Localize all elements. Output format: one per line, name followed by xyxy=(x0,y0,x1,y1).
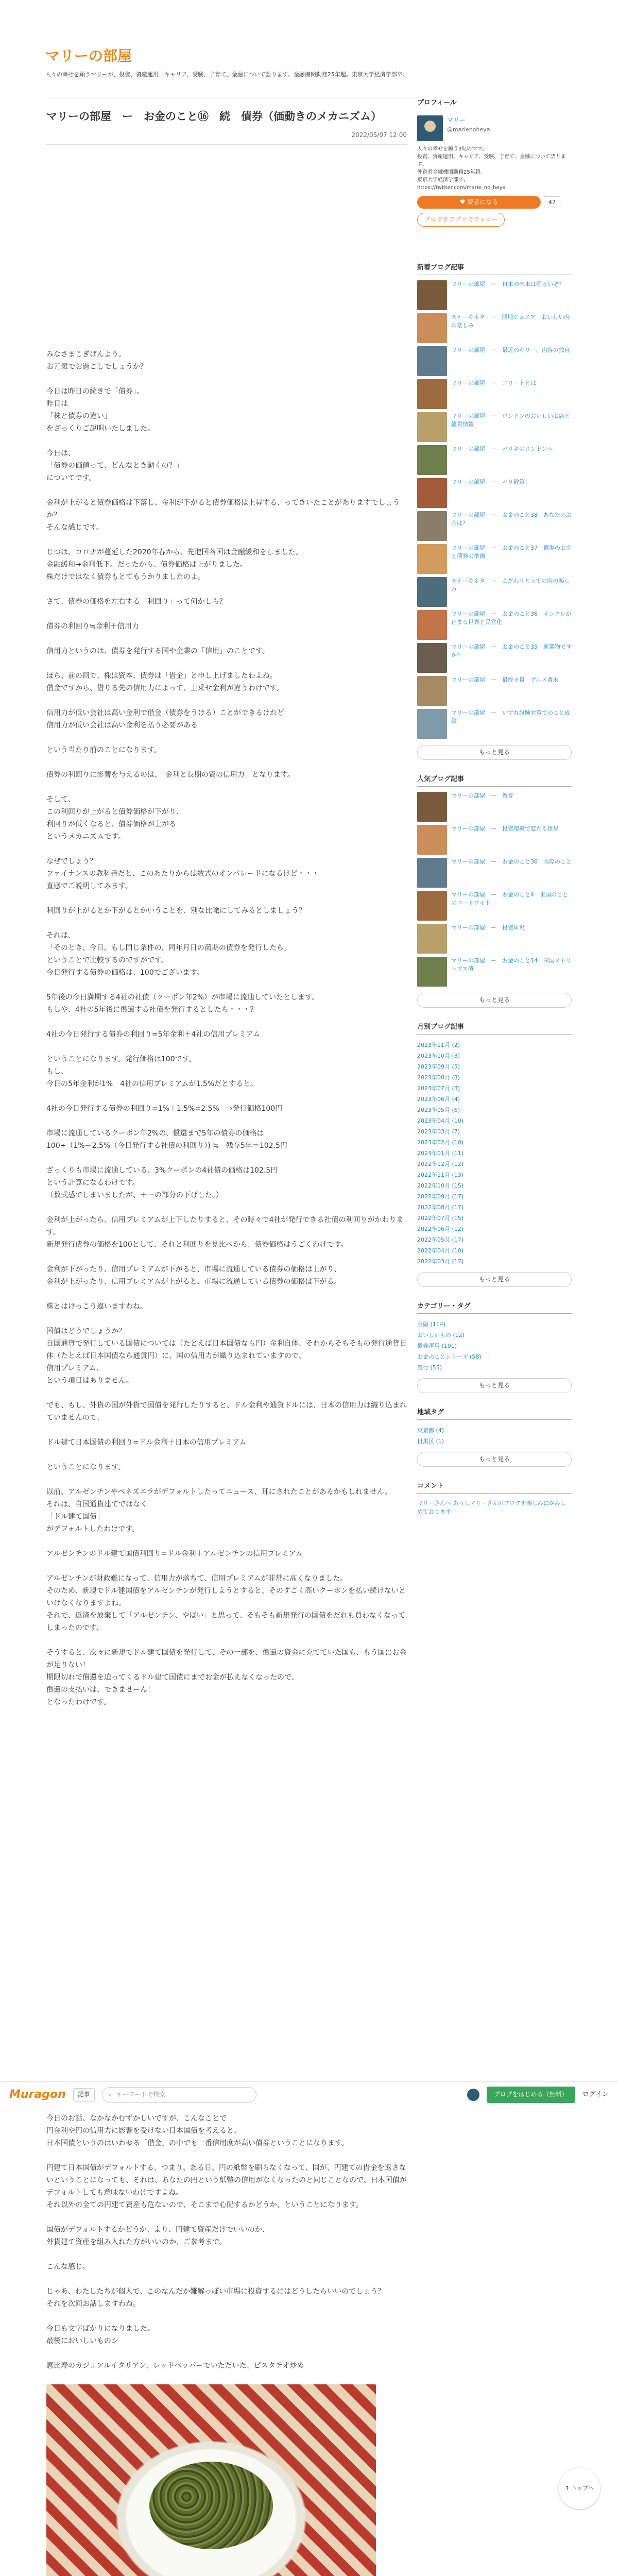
post-thumbnail xyxy=(417,346,447,376)
post-thumbnail xyxy=(417,280,447,310)
follow-count: 47 xyxy=(544,196,560,209)
post-thumbnail xyxy=(417,478,447,508)
profile-heading: プロフィール xyxy=(417,98,572,110)
archive-item[interactable]: 2023年01月 (11) xyxy=(417,1149,464,1157)
sidebar-post-title[interactable]: ステーキネタ ー こだわりとっての肉の楽しみ xyxy=(451,577,570,592)
post-paragraph: 4社の今日発行する債券の利回り=5年金利＋4社の信用プレミアム xyxy=(46,1030,260,1039)
post-paragraph: 今日も文字ばかりになりました。 最後においしいものシ xyxy=(46,2325,154,2345)
sidebar-post-item[interactable] xyxy=(417,610,572,641)
categories-section xyxy=(417,1301,572,1393)
post-thumbnail xyxy=(417,709,447,739)
post-paragraph: みなさまこぎげんよう。 お元気でお過ごしでしょうか？ xyxy=(46,350,147,371)
archive-item[interactable]: 2022年11月 (13) xyxy=(417,1171,464,1178)
archive-item[interactable]: 2023年04月 (10) xyxy=(417,1117,464,1124)
post-paragraph: 金利が下がったり、信用プレミアムが下がると、市場に流通している債券の価格は上がり、 金利が上がったり、信用プレミアムが上がると、市場に流通している債券の価格は下がる。 xyxy=(46,1265,341,1286)
archive-item[interactable]: 2023年09月 (5) xyxy=(417,1063,460,1070)
post-paragraph: ということになります。発行価格は100です。 もし、 今日の5年金利が1% 4社の信用プレミアムが1.5%だとすると。 xyxy=(46,1055,258,1088)
post-paragraph: アルゼンチンのドル建て国債利回り=ドル金利＋アルゼンチンの信用プレミアム xyxy=(46,1550,303,1558)
sidebar-post-title[interactable]: マリーの部屋 ー ロンドンのおいしいお店と雑貨情報 xyxy=(451,412,570,428)
sidebar-post-title[interactable]: マリーの部屋 ー エリートとは xyxy=(451,379,536,386)
sidebar-post-item[interactable] xyxy=(417,709,572,740)
sidebar-post-item[interactable] xyxy=(417,346,572,377)
sidebar-post-item[interactable] xyxy=(417,676,572,707)
archive-section xyxy=(417,1022,572,1287)
post-thumbnail xyxy=(417,924,447,954)
popular-section xyxy=(417,774,572,1008)
archive-item[interactable]: 2023年08月 (3) xyxy=(417,1074,460,1081)
post-paragraph: さて、債券の価格を左右する「利回り」って何かしら？ xyxy=(46,598,227,606)
post-paragraph: 金利が上がったら、信用プレミアムが上下したりすると、その時々で4社が発行できる社債の利回りがかわります。 新規発行債券の価格を100として、それと利回りを見比べから、債券価格はうごくわけです。 xyxy=(46,1216,404,1249)
sidebar-post-item[interactable] xyxy=(417,280,572,311)
post-paragraph: じつは、コロナが蔓延した2020年春から、先進国各国は金融緩和をしました。 金融緩和→金利低下。だったから、債券価格は上がりました。 株だけではなく債券もとてもうかりましたのよ。 xyxy=(46,548,303,581)
sidebar-post-title[interactable]: マリーの部屋 ー 最近のギリー、内容の独自 xyxy=(451,346,570,353)
login-link[interactable]: ログイン xyxy=(582,2090,609,2098)
search-placeholder: キーワードで検索 xyxy=(116,2091,166,2098)
category-item[interactable]: お金のことシリーズ (58) xyxy=(417,1353,482,1360)
post-paragraph: 恵比寿のカジュアルイタリアン、レッドペッパーでいただいた、ピスタチオ炒め xyxy=(46,2362,304,2370)
sidebar-post-item[interactable] xyxy=(417,313,572,344)
post-paragraph: 以前、アルゼンチンやベネズエラがデフォルトしたってニュース、耳にされたことがあるかもしれません。 それは、自国通貨建てではなく 「ドル建て国債」 がデフォルトしたわけです。 xyxy=(46,1488,392,1533)
post-paragraph: 5年後の今日満期する4社の社債（クーポン年2%）が市場に流通していたとします。 もしや、4社の5年後に償還する社債を発行するとしたら・・・？ xyxy=(46,993,319,1014)
app-follow-button[interactable]: ブログをアプリでフォロー xyxy=(417,213,505,227)
post-thumbnail xyxy=(417,891,447,921)
avatar[interactable] xyxy=(417,115,443,141)
archive-item[interactable]: 2022年05月 (17) xyxy=(417,1236,464,1243)
sidebar-post-item[interactable] xyxy=(417,511,572,542)
post-paragraph: 市場に流通しているクーポン年2%の、償還まで5年の債券の価格は 100÷（1%ー2.5%（今日発行する社債の利回り）) ≒ 残存5年＝102.5円 xyxy=(46,1129,287,1150)
archive-item[interactable]: 2023年06月 (4) xyxy=(417,1095,460,1103)
post-paragraph: 信用力が低い会社は高い金利で借金（債券をうける）ことができるけれど 信用力が低い会社は高い金利を払う必要がある xyxy=(46,709,284,730)
search-scope-select[interactable]: 記事 xyxy=(73,2088,95,2101)
sidebar-post-title[interactable]: マリーの部屋 ー 投資環境で変わる世界 xyxy=(451,825,559,832)
sidebar-post-title[interactable]: マリーの部屋 ー バリキのロンドンへ xyxy=(451,445,553,452)
post-paragraph: 国債はどうでしょうか？ 自国通貨で発行している国債については（たとえば日本国債なら円）金利自体、それからそもそもの発行通貨自体（たとえば日本国債なら通貨円）に、国の信用力が織り込まれていますので、 信用プレミアム、 という項目はありません。 xyxy=(46,1327,407,1385)
archive-item[interactable]: 2022年07月 (15) xyxy=(417,1214,464,1222)
blog-title[interactable]: マリーの部屋 xyxy=(45,47,132,64)
post-thumbnail xyxy=(417,792,447,822)
post-thumbnail xyxy=(417,544,447,574)
popular-more-button[interactable]: もっと見る xyxy=(417,993,572,1008)
post-paragraph: それは、 「そのとき、今日、もし同じ条件の、同年月日の満期の債券を発行したら」 ということで比較するのですがです。 今日発行する債券の価格は、100でございます。 xyxy=(46,931,291,977)
sidebar-post-title[interactable]: マリーの部屋 ー お金のこと37 債券のお金と債券の準備 xyxy=(451,544,572,560)
content-wrapper xyxy=(41,98,587,2081)
archive-item[interactable]: 2022年03月 (17) xyxy=(417,1258,464,1265)
region-tag-item[interactable]: 東京都 (4) xyxy=(417,1427,444,1434)
post-header xyxy=(46,98,417,145)
region-tag-item[interactable]: 目黒区 (1) xyxy=(417,1437,444,1445)
post-paragraph: アルゼンチンが財政難になって、信用力が落ちて、信用プレミアムが非常に高くなりました。 そのため、新規でドル建国債をアルゼンチンが発行しようとすると、そのすごく高いクーポンを払い続けないといけなくなりますよね。 それで、返済を放棄して「アルゼンチン、やばい」と思って、そもそも新規発行の国債をだれも買わなくなってしまったのです。 xyxy=(46,1574,406,1632)
sidebar-post-item[interactable] xyxy=(417,957,572,988)
post-title: マリーの部屋 ー お金のこと⑯ 続 債券（価動きのメカニズム） xyxy=(46,110,382,123)
post-paragraph: ドル建て日本国債の利回り=ドル金利＋日本の信用プレミアム xyxy=(46,1438,247,1447)
archive-item[interactable]: 2022年08月 (17) xyxy=(417,1204,464,1211)
start-blog-button[interactable]: プロブをはじめる（無料） xyxy=(487,2087,575,2103)
new-posts-section xyxy=(417,263,572,760)
post-paragraph: 今日は昨日の続きで「債券」。 昨日は 「株と債券の違い」 をざっくりご説明いたしました。 xyxy=(46,387,154,433)
post-thumbnail xyxy=(417,676,447,706)
comments-heading: コメント xyxy=(417,1481,572,1494)
post-thumbnail xyxy=(417,313,447,343)
category-item[interactable]: おいしいもの (12) xyxy=(417,1331,465,1338)
archive-item[interactable]: 2022年12月 (12) xyxy=(417,1160,464,1167)
sidebar xyxy=(417,98,572,1517)
sidebar-post-item[interactable] xyxy=(417,891,572,922)
follow-button[interactable]: ♥ 読者になる xyxy=(417,196,541,209)
archive-more-button[interactable]: もっと見る xyxy=(417,1272,572,1287)
archive-item[interactable]: 2022年10月 (15) xyxy=(417,1182,464,1189)
sidebar-post-item[interactable] xyxy=(417,577,572,608)
archive-item[interactable]: 2023年10月 (3) xyxy=(417,1052,460,1059)
archive-item[interactable]: 2022年09月 (17) xyxy=(417,1193,464,1200)
category-item[interactable]: 旅行 (55) xyxy=(417,1364,442,1371)
post-paragraph: という当たり前のことになります。 xyxy=(46,746,161,754)
sidebar-post-title[interactable]: マリーの部屋 ー 教育 xyxy=(451,792,513,799)
popular-heading: 人気ブログ記事 xyxy=(417,774,572,787)
post-thumbnail xyxy=(417,858,447,888)
comment-text[interactable]: マリーさんへ あっしマリーさんのブログを楽しみにかみしめております xyxy=(417,1499,566,1516)
post-paragraph: なぜでしょう？ ファイナンスの教科書だと、このあたりからは数式のオンパレードになるけど・・・ 直感でご説明してみます。 xyxy=(46,857,319,890)
sidebar-post-title[interactable]: マリーの部屋 ー 最終々量 グルメ週末 xyxy=(451,676,559,683)
muragon-logo[interactable]: Muragon xyxy=(9,2088,66,2102)
category-item[interactable]: 債券運用 (101) xyxy=(417,1342,457,1349)
search-icon: ⌕ xyxy=(108,2091,112,2098)
post-thumbnail xyxy=(417,577,447,607)
sidebar-post-item[interactable] xyxy=(417,858,572,889)
post-paragraph: でも、もし、外貨の国が外貨で国債を発行したりすると、ドル金利や通貨ドルには、日本の信用力は織り込まれていませんので、 xyxy=(46,1401,407,1422)
sidebar-post-title[interactable]: マリーの部屋 ー お金のこと35 新選物ですか？ xyxy=(451,643,572,658)
post-thumbnail xyxy=(417,643,447,673)
new-posts-heading: 新着ブログ記事 xyxy=(417,263,572,275)
post-paragraph: じゃあ、わたしたちが個人で、このなんだか難解っぽい市場に投資するにはどうしたらいいのでしょう？ それを次回お話しますわね。 xyxy=(46,2287,385,2308)
sidebar-post-item[interactable] xyxy=(417,792,572,823)
sidebar-post-item[interactable] xyxy=(417,412,572,443)
sidebar-post-item[interactable] xyxy=(417,544,572,575)
post-thumbnail xyxy=(417,379,447,409)
comments-section xyxy=(417,1481,572,1517)
post-paragraph: ざっくりも市場に流通している、3%クーポンの4社債の価格は102.5円 という計算になるわけです。 （数式感でしまいましたが、＋ーの部分の下げした。） xyxy=(46,1166,278,1199)
region-section xyxy=(417,1408,572,1467)
post-paragraph: 利回りが上がるとか下がるとかいうことを、別な比喩にしてみるとしましょう？ xyxy=(46,907,306,915)
post-body xyxy=(46,348,407,1721)
sidebar-post-title[interactable]: マリーの部屋 ー お金のこと36 インフレが止まる世界と民営化 xyxy=(451,610,572,625)
post-paragraph: そして、 この利回りが上がると債券価格が下がり、 利回りが低くなると、債券価格が上がる というメカニズムです。 xyxy=(46,795,183,841)
search-input[interactable] xyxy=(102,2087,256,2103)
profile-name[interactable]: マリー xyxy=(447,116,466,124)
archive-item[interactable]: 2023年03月 (7) xyxy=(417,1128,460,1135)
back-to-top-button[interactable]: ↑ トップへ xyxy=(559,2468,600,2509)
post-thumbnail xyxy=(417,610,447,640)
sidebar-post-item[interactable] xyxy=(417,643,572,674)
post-thumbnail xyxy=(417,825,447,855)
category-item[interactable]: 金融 (114) xyxy=(417,1320,446,1328)
post-paragraph: 今日は、 「債券の価値って、どんなとき動くの？」 についてです。 xyxy=(46,449,183,482)
sidebar-post-title[interactable]: マリーの部屋 ー パリ散策！ xyxy=(451,478,530,485)
post-paragraph: ということになります。 xyxy=(46,1463,125,1471)
sidebar-post-title[interactable]: マリーの部屋 ー お金のこと4 米国のことのコートワイト xyxy=(451,891,568,906)
sidebar-post-item[interactable] xyxy=(417,478,572,509)
archive-item[interactable]: 2023年05月 (6) xyxy=(417,1106,460,1113)
post-paragraph: ほら、前の回で、株は資本、債券は「借金」と申し上げましたわよね。 借金ですから、借りる先の信用力によって、上乗せ金利が違うわけです。 xyxy=(46,672,284,692)
sidebar-post-title[interactable]: ステーキネタ ー 団地ジュエア おいしい肉の楽しみ xyxy=(451,313,570,329)
post-paragraph: 円建て日本国債がデフォルトする、つまり、ある日、円の紙幣を刷らなくなって、国が、円建ての借金を返さないということになっても、それは、あなたの円という紙幣の信用がなくなったのと同じことなので、日本国債がデフォルトしても意味ないわけですよね。 それ以外の全ての円建て資産も危ないので、そこまで心配するかどうか、ということになります。 国債がデフォルトするかどうか、より、円建て資産だけでいいのか、 外貨建て資産を組み入れた方がいいのか、ご参考まで。 xyxy=(46,2164,407,2246)
sidebar-post-title[interactable]: マリーの部屋 ー 日本の未来は明るいぞ？ xyxy=(451,280,564,287)
blog-header xyxy=(0,0,618,98)
post-thumbnail xyxy=(417,511,447,541)
post-paragraph: 4社の今日発行する債券の利回り=1%＋1.5%=2.5% ⇒発行価格100円 xyxy=(46,1105,283,1113)
post-paragraph: 債券の利回り≒金利＋信用力 xyxy=(46,622,139,631)
post-paragraph: 債券の利回りに影響を与えるのは、「金利と長期の資の信用力」となります。 xyxy=(46,771,295,779)
nav-avatar[interactable] xyxy=(467,2089,479,2101)
sidebar-post-item[interactable] xyxy=(417,924,572,955)
post-paragraph: 金利が上がると債券価格は下落し、金利が下がると債券価格は上昇する、ってきいたことがありますでしょうか？ そんな感じです。 xyxy=(46,499,400,532)
sidebar-post-item[interactable] xyxy=(417,445,572,476)
blog-description: 人々の幸せを願うマリーが、投資、資産運用、キャリア、受験、子育て、金融について語ります。金融機関勤務25年超。東京大学経済学部卒。 xyxy=(45,71,408,78)
post-date: 2022/05/07 12:00 xyxy=(46,130,407,145)
archive-item[interactable]: 2023年02月 (10) xyxy=(417,1139,464,1146)
post-paragraph: 信用力というのは、債券を発行する国や企業の「信用」のことです。 xyxy=(46,647,269,655)
main-column xyxy=(46,98,417,1706)
profile-section xyxy=(417,98,572,227)
post-thumbnail xyxy=(417,957,447,987)
sidebar-post-title[interactable]: マリーの部屋 ー お金のこと36 水際のこと xyxy=(451,858,572,865)
archive-item[interactable]: 2023年07月 (3) xyxy=(417,1084,460,1092)
new-posts-more-button[interactable]: もっと見る xyxy=(417,745,572,760)
post-paragraph: 今日のお話、なかなかむずかしいですが、こんなことで 円金利や円の信用力に影響を受けない日本国債を考えると、 日本国債というのはいわゆる「借金」の中でも一番信用度が高い債券ということになります。 xyxy=(46,2114,349,2147)
archive-item[interactable]: 2023年11月 (2) xyxy=(417,1041,460,1048)
profile-bio: 人々の幸せを願う3児のママ。 投資、資産運用、キャリア、受験、子育て、金融について語ります。 外資系金融機関勤務25年超。 東京大学経済学部卒。 https://twitter.com/marie_no_heya xyxy=(417,146,566,191)
archive-item[interactable]: 2022年06月 (12) xyxy=(417,1225,464,1232)
sidebar-post-title[interactable]: マリーの部屋 ー 投資研究 xyxy=(451,924,525,931)
sidebar-post-title[interactable]: マリーの部屋 ー お金のこと38 あなたのお金は？ xyxy=(451,511,572,527)
post-thumbnail xyxy=(417,412,447,442)
post-thumbnail xyxy=(417,445,447,475)
top-navbar xyxy=(0,2081,618,2108)
archive-item[interactable]: 2022年04月 (10) xyxy=(417,1247,464,1254)
profile-handle: @marienoheya xyxy=(447,126,490,133)
post-paragraph: 株とはけっこう違いますわね。 xyxy=(46,1302,147,1311)
post-paragraph: そうすると、次々に新規でドル建て国債を発行して、その一部を、償還の資金に充てていた国も、もう国にお金が足りない！ 期限切れで償還を迫ってくるドル建て国債にまでお金が払えなくなったので、 償還の支払いは、できませーん！ となったわけです。 xyxy=(46,1649,407,1706)
sidebar-post-title[interactable]: マリーの部屋 ー お金のこと14 米国ストリップス債 xyxy=(451,957,572,972)
region-heading: 地域タグ xyxy=(417,1408,572,1420)
archive-heading: 月別ブログ記事 xyxy=(417,1022,572,1035)
region-more-button[interactable]: もっと見る xyxy=(417,1452,572,1467)
categories-heading: カテゴリー・タグ xyxy=(417,1301,572,1314)
sidebar-post-item[interactable] xyxy=(417,825,572,856)
post-body-lower xyxy=(46,2112,407,2576)
post-paragraph: こんな感じ。 xyxy=(46,2263,90,2271)
pistachio-photo xyxy=(46,2384,376,2576)
sidebar-post-title[interactable]: マリーの部屋 ー いずれ試験対策でのこと成績 xyxy=(451,709,570,724)
categories-more-button[interactable]: もっと見る xyxy=(417,1378,572,1393)
sidebar-post-item[interactable] xyxy=(417,379,572,410)
